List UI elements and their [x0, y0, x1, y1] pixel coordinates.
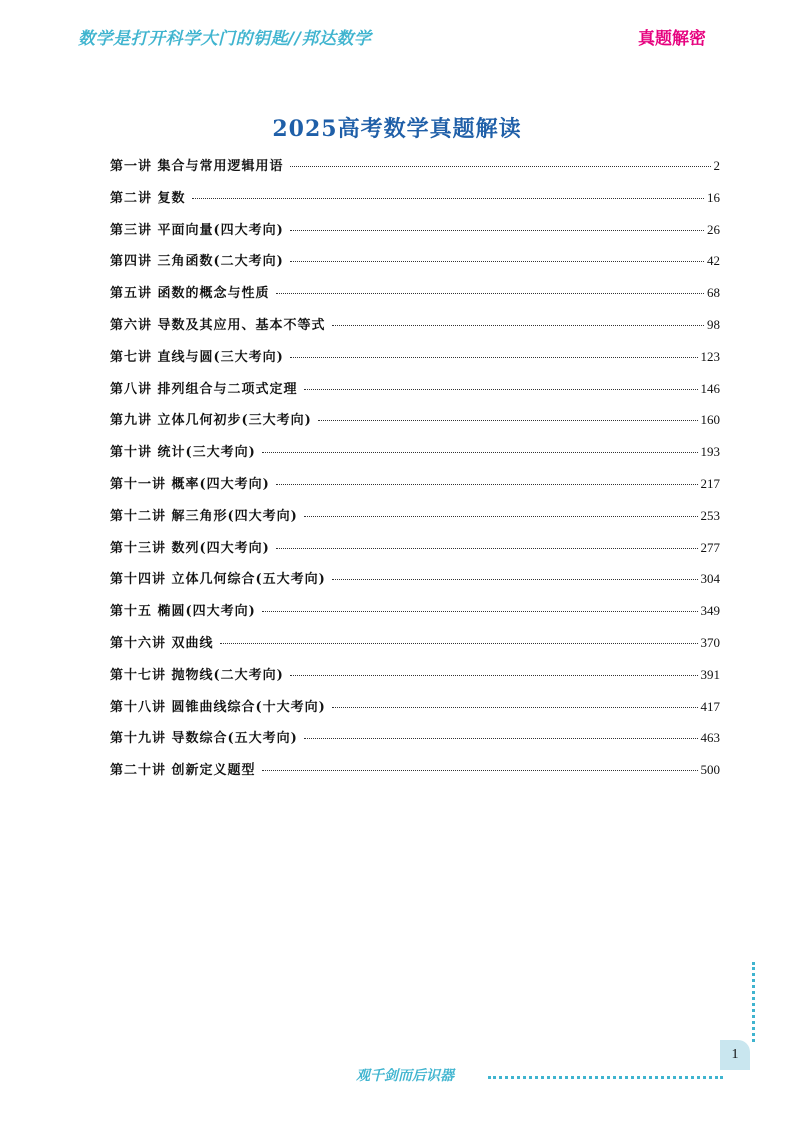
toc-entry-label: 第十九讲 导数综合(五大考向): [110, 731, 298, 747]
toc-entry-label: 第十八讲 圆锥曲线综合(十大考向): [110, 699, 326, 715]
document-title: 2025高考数学真题解读: [272, 116, 522, 142]
toc-entry[interactable]: [110, 532, 720, 564]
toc-entry-page: 123: [700, 348, 720, 364]
toc-entry-label: 第十四讲 立体几何综合(五大考向): [110, 572, 326, 588]
toc-entry-label: 第七讲 直线与圆(三大考向): [110, 349, 284, 365]
toc-entry[interactable]: [110, 722, 720, 754]
toc-leader-dots: [290, 166, 711, 167]
table-of-contents: [110, 150, 720, 786]
toc-entry-label: 第五讲 函数的概念与性质: [110, 286, 270, 302]
toc-leader-dots: [276, 484, 698, 485]
toc-entry-page: 146: [700, 380, 720, 396]
toc-leader-dots: [262, 770, 698, 771]
toc-leader-dots: [262, 452, 698, 453]
toc-entry-label: 第三讲 平面向量(四大考向): [110, 222, 284, 238]
toc-entry[interactable]: [110, 309, 720, 341]
toc-entry[interactable]: [110, 214, 720, 246]
toc-entry[interactable]: [110, 468, 720, 500]
toc-entry-label: 第十二讲 解三角形(四大考向): [110, 508, 298, 524]
toc-entry[interactable]: [110, 436, 720, 468]
toc-entry-label: 第十三讲 数列(四大考向): [110, 540, 270, 556]
toc-entry-label: 第一讲 集合与常用逻辑用语: [110, 159, 284, 174]
page-number-tab: [720, 1040, 750, 1070]
toc-entry-label: 第九讲 立体几何初步(三大考向): [110, 413, 312, 429]
toc-leader-dots: [262, 611, 698, 612]
toc-entry[interactable]: [110, 691, 720, 723]
toc-entry[interactable]: [110, 182, 720, 214]
toc-entry-page: 463: [700, 730, 720, 746]
toc-entry[interactable]: [110, 150, 720, 182]
toc-leader-dots: [318, 420, 698, 421]
toc-entry-page: 68: [707, 285, 720, 301]
toc-entry-label: 第四讲 三角函数(二大考向): [110, 254, 284, 270]
toc-entry-page: 370: [700, 634, 720, 650]
toc-entry-page: 160: [700, 412, 720, 428]
toc-entry-label: 第二讲 复数: [110, 190, 186, 206]
toc-entry-label: 第八讲 排列组合与二项式定理: [110, 381, 298, 397]
toc-leader-dots: [304, 738, 698, 739]
toc-leader-dots: [290, 261, 704, 262]
toc-leader-dots: [304, 389, 698, 390]
toc-entry-page: 500: [700, 762, 720, 778]
page-number: 1: [731, 1047, 739, 1062]
toc-leader-dots: [220, 643, 698, 644]
toc-entry-page: 2: [713, 158, 720, 173]
toc-entry-label: 第六讲 导数及其应用、基本不等式: [110, 317, 326, 333]
toc-leader-dots: [332, 325, 704, 326]
decorative-dotted-line-horizontal: [488, 1076, 723, 1079]
footer-motto: 观千剑而后识器: [356, 1068, 454, 1084]
decorative-dotted-line-vertical: [752, 962, 758, 1042]
toc-entry-page: 193: [700, 444, 720, 460]
toc-entry-label: 第十一讲 概率(四大考向): [110, 476, 270, 492]
toc-leader-dots: [276, 293, 704, 294]
toc-leader-dots: [276, 548, 698, 549]
toc-entry-page: 253: [700, 507, 720, 523]
toc-entry-page: 42: [707, 253, 720, 269]
toc-entry-page: 277: [700, 539, 720, 555]
toc-entry-page: 217: [700, 475, 720, 491]
header-slogan: 数学是打开科学大门的钥匙//邦达数学: [78, 29, 372, 49]
toc-entry[interactable]: [110, 245, 720, 277]
toc-leader-dots: [304, 516, 698, 517]
toc-entry-label: 第十讲 统计(三大考向): [110, 445, 256, 461]
toc-entry-label: 第十七讲 抛物线(二大考向): [110, 667, 284, 683]
toc-entry-page: 26: [707, 221, 720, 237]
toc-leader-dots: [332, 579, 698, 580]
toc-entry-page: 98: [707, 316, 720, 332]
toc-entry[interactable]: [110, 595, 720, 627]
toc-leader-dots: [290, 230, 704, 231]
toc-entry-page: 349: [700, 603, 720, 619]
toc-entry[interactable]: [110, 341, 720, 373]
toc-entry-page: 16: [707, 189, 720, 205]
toc-entry[interactable]: [110, 659, 720, 691]
toc-entry[interactable]: [110, 754, 720, 786]
toc-entry[interactable]: [110, 563, 720, 595]
toc-entry-page: 304: [700, 571, 720, 587]
toc-entry-page: 391: [700, 666, 720, 682]
toc-entry-page: 417: [700, 698, 720, 714]
toc-entry[interactable]: [110, 500, 720, 532]
toc-leader-dots: [290, 357, 698, 358]
toc-entry-label: 第二十讲 创新定义题型: [110, 763, 256, 779]
toc-entry[interactable]: [110, 277, 720, 309]
toc-entry[interactable]: [110, 404, 720, 436]
toc-entry-label: 第十六讲 双曲线: [110, 635, 214, 651]
toc-entry[interactable]: [110, 627, 720, 659]
toc-leader-dots: [192, 198, 704, 199]
toc-leader-dots: [290, 675, 698, 676]
toc-entry[interactable]: [110, 373, 720, 405]
header-section-title: 真题解密: [638, 29, 706, 49]
toc-entry-label: 第十五 椭圆(四大考向): [110, 604, 256, 620]
toc-leader-dots: [332, 707, 698, 708]
